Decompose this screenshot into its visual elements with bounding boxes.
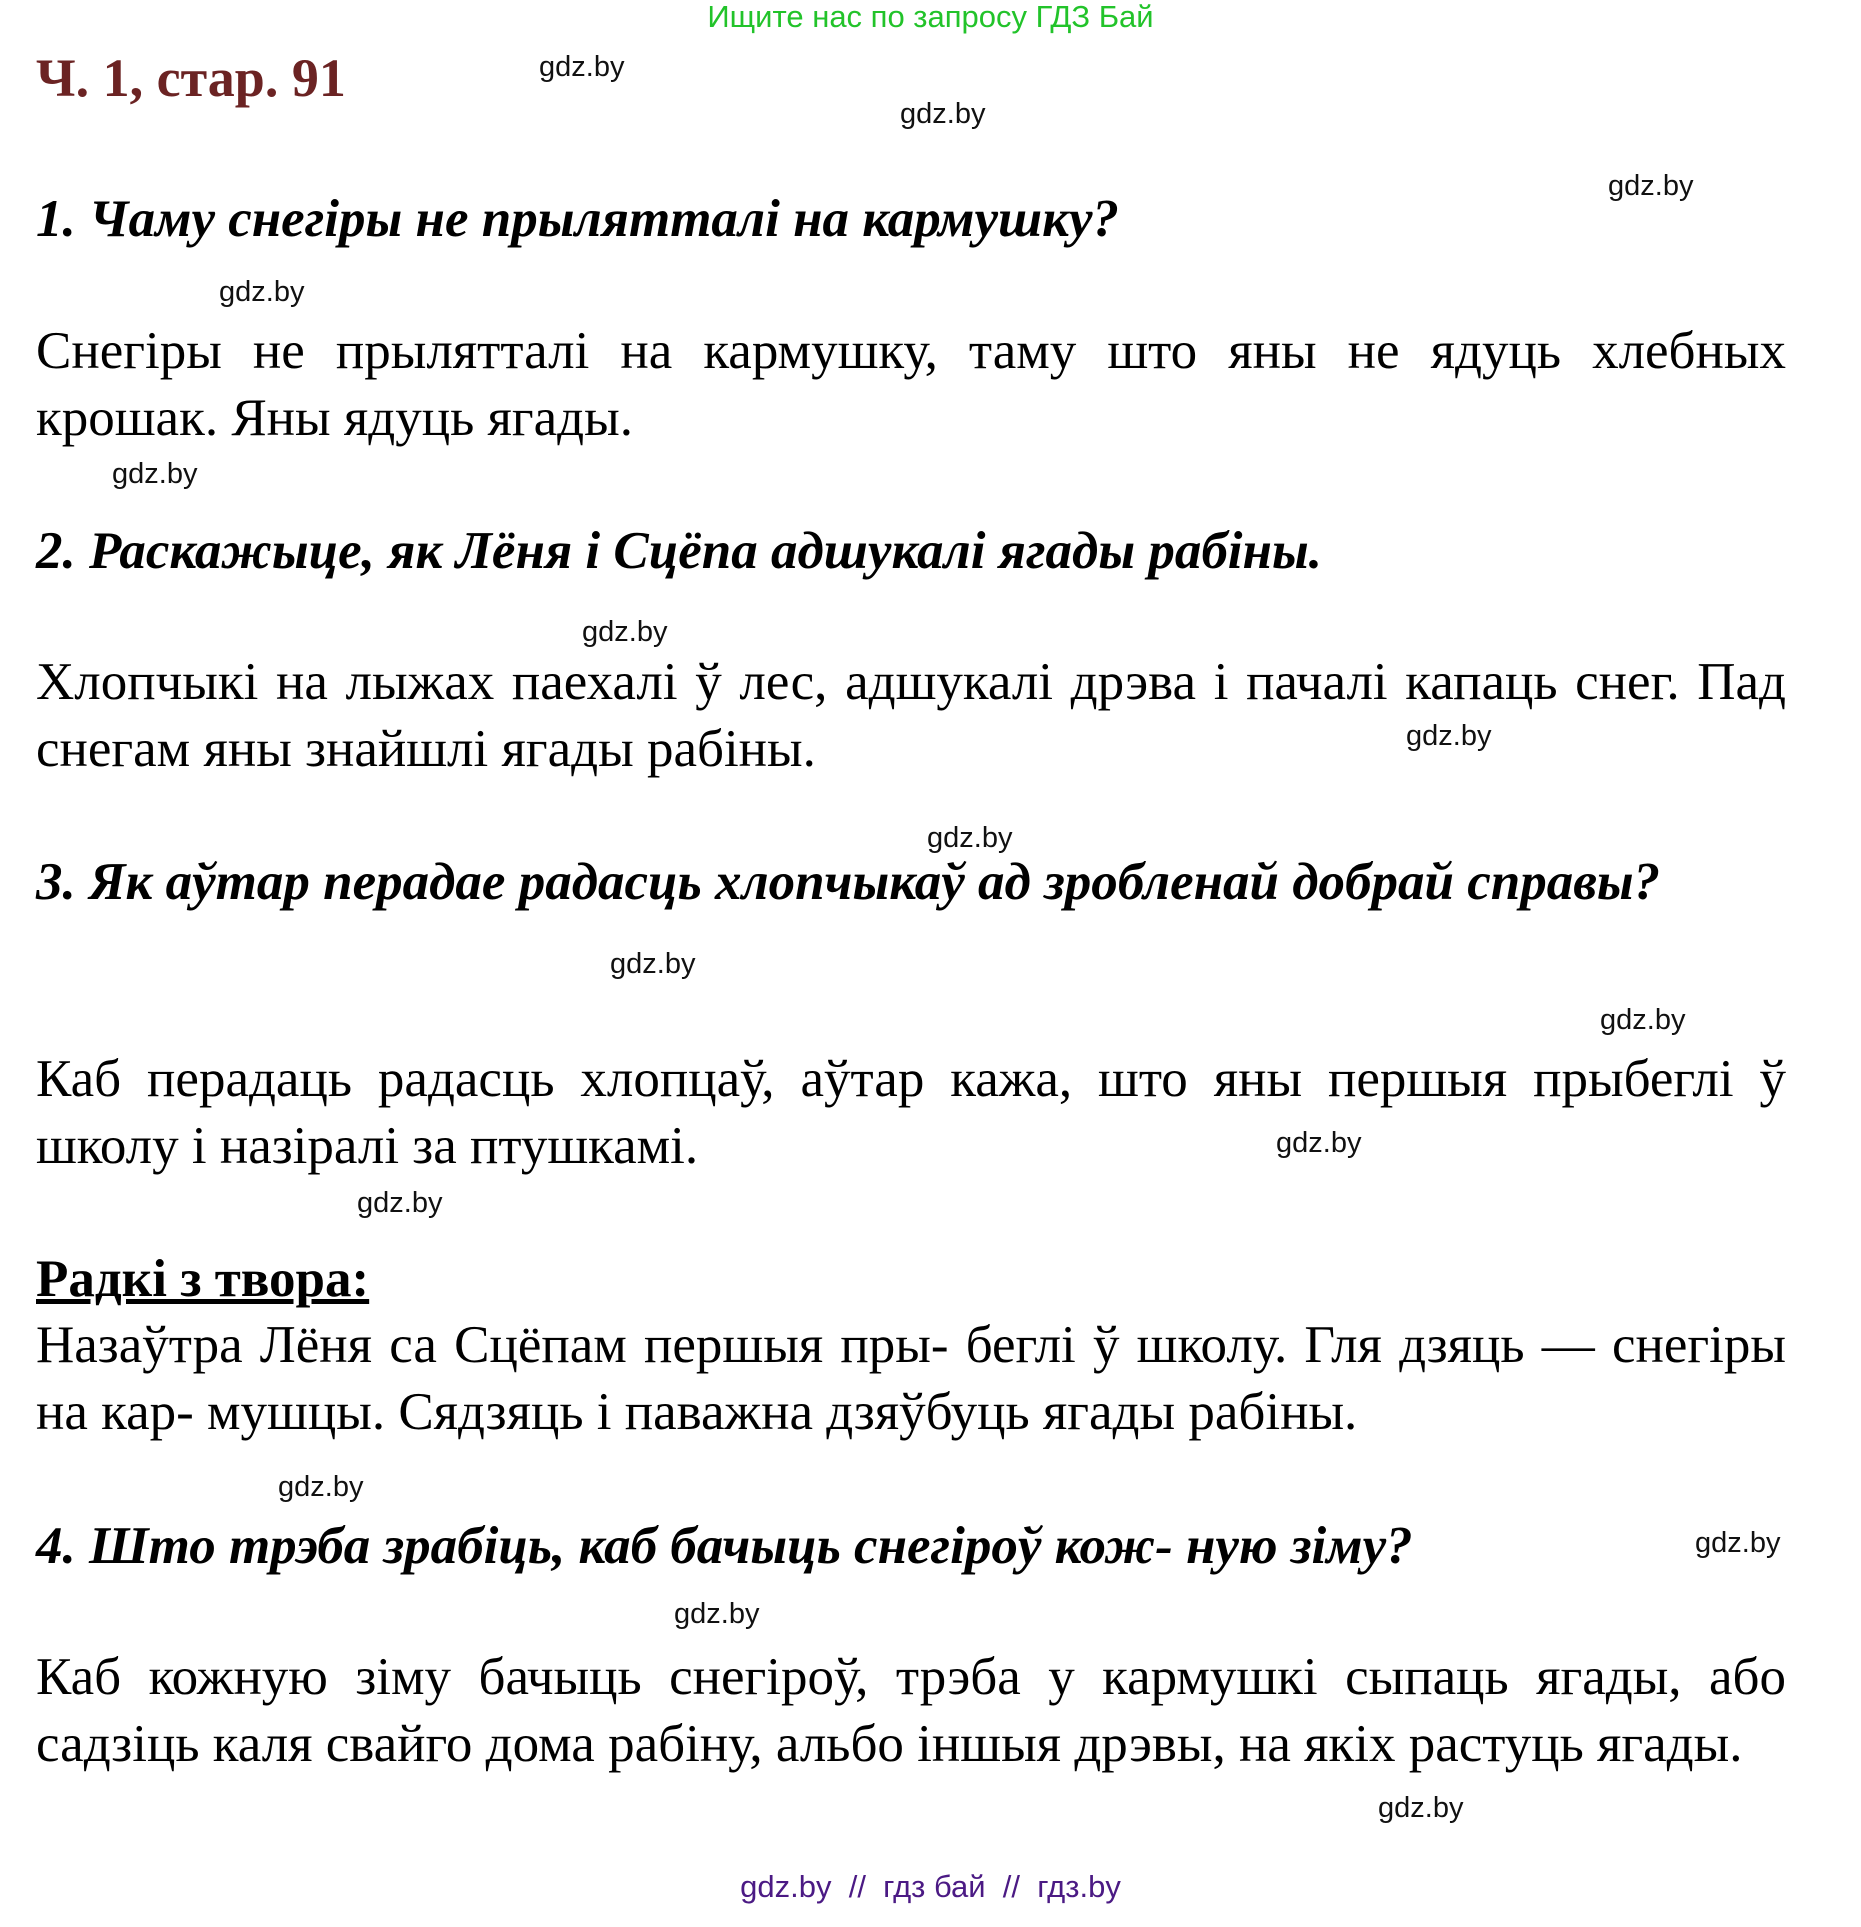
watermark: gdz.by bbox=[112, 458, 198, 490]
answer-4: Каб кожную зіму бачыць снегіроў, трэба у кармушкі сыпаць ягады, або садзіць каля свайго дома рабіну, альбо іншыя дрэвы, на якіх растуць ягады. bbox=[36, 1648, 1786, 1773]
watermark: gdz.by bbox=[610, 948, 696, 980]
watermark: gdz.by bbox=[539, 51, 625, 83]
question-4: 4. Што трэба зрабіць, каб бачыць снегіроў кож- ную зіму? bbox=[36, 1517, 1413, 1575]
page-title: Ч. 1, стар. 91 bbox=[36, 48, 346, 108]
question-3: 3. Як аўтар перадае радасць хлопчыкаў ад зробленай добрай справы? bbox=[36, 853, 1661, 911]
quote-text: Назаўтра Лёня са Сцёпам першыя пры- беглі ў школу. Гля дзяць — снегіры на кар- мушцы. Сядзяць і паважна дзяўбуць ягады рабіны. bbox=[36, 1316, 1786, 1441]
watermark: gdz.by bbox=[1600, 1004, 1686, 1036]
watermark: gdz.by bbox=[278, 1471, 364, 1503]
quote-heading: Радкі з твора: bbox=[36, 1250, 370, 1308]
footer-links: gdz.by // гдз бай // гдз.by bbox=[740, 1869, 1121, 1904]
answer-2: Хлопчыкі на лыжах паехалі ў лес, адшукалі дрэва і пачалі капаць снег. Пад снегам яны знайшлі ягады рабіны. bbox=[36, 653, 1786, 778]
watermark: gdz.by bbox=[900, 98, 986, 130]
question-1: 1. Чаму снегіры не прылятталі на кармушку? bbox=[36, 190, 1120, 248]
question-2: 2. Раскажыце, як Лёня і Сцёпа адшукалі ягады рабіны. bbox=[36, 522, 1322, 580]
watermark: gdz.by bbox=[357, 1187, 443, 1219]
search-banner: Ищите нас по запросу ГДЗ Бай bbox=[707, 0, 1154, 34]
watermark: gdz.by bbox=[582, 616, 668, 648]
watermark: gdz.by bbox=[219, 276, 305, 308]
watermark: gdz.by bbox=[927, 822, 1013, 854]
answer-1: Снегіры не прылятталі на кармушку, таму што яны не ядуць хлебных крошак. Яны ядуць ягады. bbox=[36, 322, 1786, 447]
watermark: gdz.by bbox=[1608, 170, 1694, 202]
watermark: gdz.by bbox=[1276, 1127, 1362, 1159]
answer-3: Каб перадаць радасць хлопцаў, аўтар кажа, што яны першыя прыбеглі ў школу і назіралі за птушкамі. bbox=[36, 1050, 1786, 1175]
watermark: gdz.by bbox=[1406, 720, 1492, 752]
watermark: gdz.by bbox=[1695, 1527, 1781, 1559]
watermark: gdz.by bbox=[674, 1598, 760, 1630]
watermark: gdz.by bbox=[1378, 1792, 1464, 1824]
